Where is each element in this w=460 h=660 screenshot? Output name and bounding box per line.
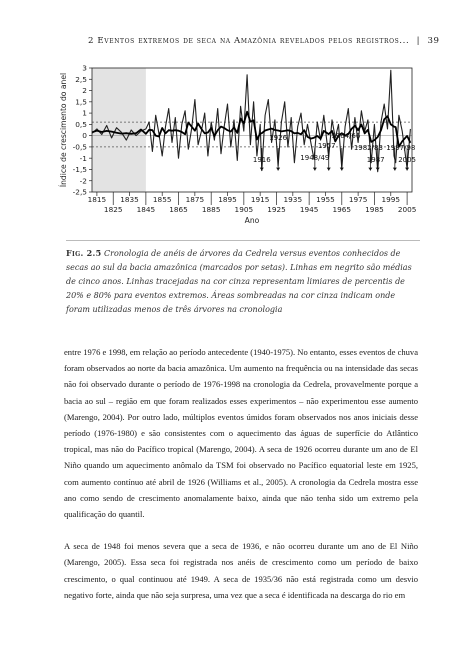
y-axis-label: Índice de crescimento do anel [59, 72, 68, 188]
chapter-title: Eventos extremos de seca na Amazônia revelados pelos registros... [97, 36, 410, 46]
tree-ring-chart [60, 60, 420, 240]
drought-arrow-head [393, 168, 397, 171]
drought-year-label: 1916 [252, 156, 271, 164]
body-text [64, 344, 418, 603]
paragraph-2: A seca de 1948 foi menos severa que a seca de 1936, e não ocorreu durante um ano de El Niño (Marengo, 2005). Essa seca foi registrada nos anéis de crescimento como um período de baixo crescimento, o qual continuou até 1949. A seca de 1935/36 não está registrada como um desvio negativo forte, ainda que não seja surpresa, uma vez que a seca é identificada na descarga do rio em [64, 541, 418, 600]
y-tick-label: 3 [82, 63, 87, 73]
page-number: 39 [427, 36, 440, 46]
y-tick-label: 1 [82, 108, 87, 118]
drought-year-label: 1957 [317, 142, 336, 150]
drought-year-label: 1964/66 [331, 132, 361, 140]
y-tick-label: -0,5 [72, 142, 87, 152]
drought-arrow-head [376, 168, 380, 171]
drought-arrow-head [340, 168, 344, 171]
y-tick-label: 2 [82, 86, 87, 96]
chart-svg [60, 60, 420, 240]
x-tick-label: 1855 [152, 195, 172, 204]
drought-arrow-head [368, 168, 372, 171]
figure-caption [66, 240, 420, 317]
y-tick-label: 1,5 [75, 97, 87, 107]
drought-arrow-head [313, 168, 317, 171]
drought-year-label: 1926 [269, 134, 288, 142]
running-header [88, 36, 440, 46]
y-tick-label: 0,5 [75, 119, 87, 129]
x-tick-label: 1965 [332, 205, 352, 214]
x-tick-label: 1955 [316, 195, 335, 204]
x-tick-label: 1905 [234, 205, 254, 214]
header-divider: | [416, 36, 421, 46]
drought-year-label: 1987 [366, 156, 385, 164]
drought-arrow-head [260, 168, 264, 171]
x-tick-label: 1835 [120, 195, 139, 204]
drought-arrow-head [405, 168, 409, 171]
y-tick-label: 2,5 [75, 74, 87, 84]
x-tick-label: 2005 [397, 205, 417, 214]
chapter-number: 2 [88, 36, 95, 46]
y-tick-label: -1 [79, 153, 87, 163]
x-tick-label: 1885 [201, 205, 221, 214]
x-tick-label: 1985 [365, 205, 384, 214]
drought-year-label: 2005 [398, 156, 417, 164]
x-tick-label: 1845 [136, 205, 156, 214]
x-tick-label: 1875 [185, 195, 205, 204]
x-tick-label: 1925 [267, 205, 286, 214]
y-tick-label: 0 [82, 131, 87, 141]
x-tick-label: 1945 [299, 205, 319, 214]
x-tick-label: 1995 [381, 195, 401, 204]
figure-label: Fig. 2.5 [66, 248, 102, 258]
drought-arrow-head [276, 168, 280, 171]
x-tick-label: 1825 [103, 205, 123, 214]
x-tick-label: 1975 [348, 195, 368, 204]
x-tick-label: 1815 [87, 195, 107, 204]
paragraph-1: entre 1976 e 1998, em relação ao período antecedente (1940-1975). No entanto, esses eventos de chuva foram observados ao norte da bacia amazônica. Um aumento na frequência ou na intensidade das secas não foi observado durante o período de 1976-1998 na cronologia da Cedrela, provavelmente porque a bacia ao sul – região em que foram realizados esses experimentos – não experimentou esse aumento (Marengo, 2004). Por outro lado, múltiplos eventos úmidos foram observados nos anos iniciais desse período (1976-1980) e são consistentes com o aquecimento das águas de superfície do Atlântico tropical, mas não do Pacífico tropical (Marengo, 2004). A seca de 1926 ocorreu durante um ano de El Niño quando um aquecimento anômalo da TSM foi observado no Pacífico equatorial leste em 1925, com aumento contínuo até abril de 1926 (Williams et al., 2005). A cronologia da Cedrela mostra esse ano como sendo de crescimento anomalamente baixo, ainda que não tenha sido um extremo pela qualificação do quantil. [64, 347, 418, 520]
x-tick-label: 1935 [283, 195, 303, 204]
drought-year-label: 1997/98 [386, 144, 416, 152]
drought-arrow-head [327, 168, 331, 171]
x-tick-label: 1895 [218, 195, 237, 204]
y-tick-label: -1,5 [72, 165, 87, 175]
x-axis-label: Ano [244, 216, 260, 225]
x-tick-label: 1915 [250, 195, 270, 204]
y-tick-label: -2 [79, 176, 87, 186]
y-tick-label: -2,5 [72, 187, 87, 197]
drought-year-label: 1982/83 [353, 144, 383, 152]
figure-caption-text: Cronologia de anéis de árvores da Cedrela versus eventos conhecidos de secas ao sul da bacia amazônica (marcados por setas). Linhas em negrito são médias de cinco anos. Linhas tracejadas na cor cinza representam limiares de percentis de 20% e 80% para eventos extremos. Áreas sombreadas na cor cinza indicam onde foram utilizadas menos de três árvores na cronologia [66, 249, 412, 314]
drought-year-label: 1948/49 [300, 154, 330, 162]
x-tick-label: 1865 [169, 205, 188, 214]
